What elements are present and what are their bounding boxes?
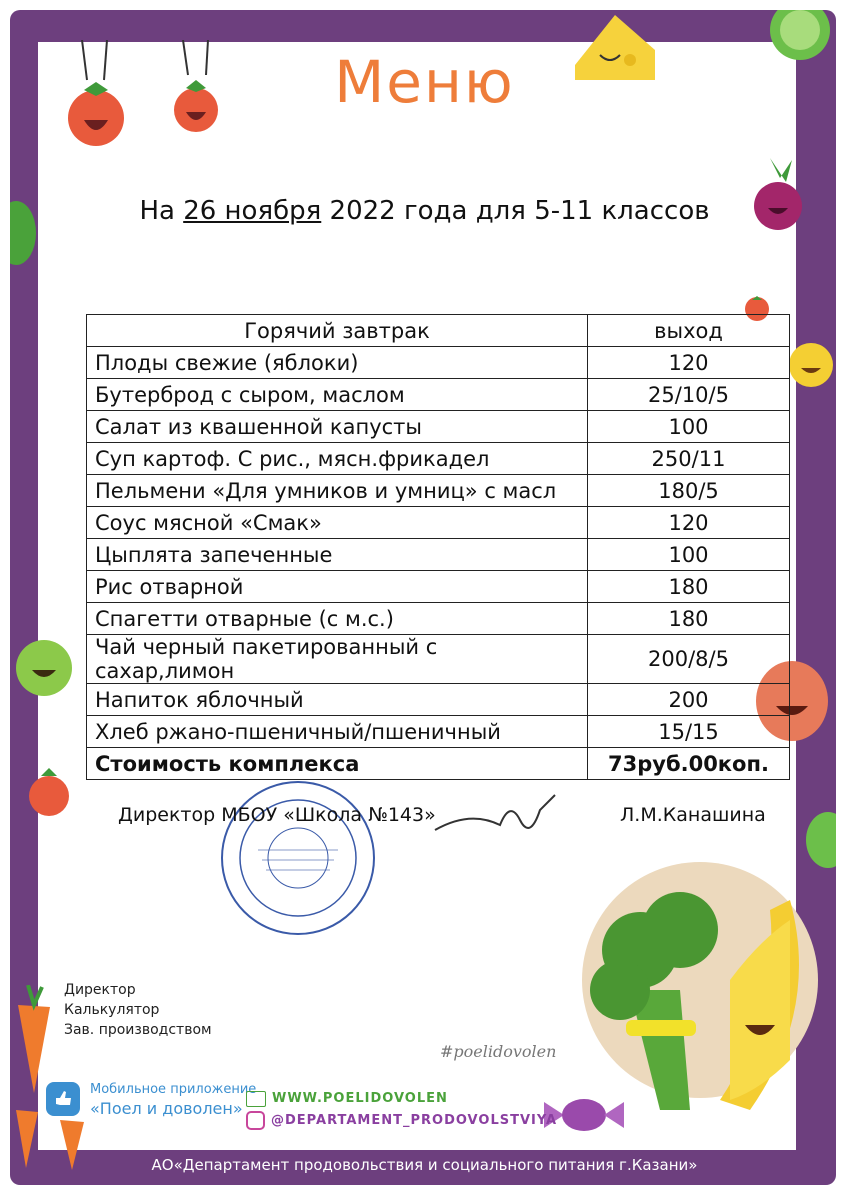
website-link[interactable]: WWW.POELIDOVOLEN <box>246 1088 557 1110</box>
table-row <box>87 603 790 635</box>
total-value: 73руб.00коп. <box>588 748 790 780</box>
carrot-character-icon <box>10 985 56 1095</box>
dish-value: 200 <box>588 684 790 716</box>
menu-table <box>86 314 790 780</box>
table-row <box>87 443 790 475</box>
bottom-organization: АО«Департамент продовольствия и социального питания г.Казани» <box>151 1156 698 1174</box>
footer-signatures <box>64 980 212 1040</box>
dish-value: 100 <box>588 411 790 443</box>
table-row <box>87 507 790 539</box>
header-name: Горячий завтрак <box>87 315 588 347</box>
hashtag: #poelidovolen <box>440 1042 557 1061</box>
table-row <box>87 379 790 411</box>
menu-title: Меню <box>334 48 515 116</box>
table-row <box>87 684 790 716</box>
dish-value: 180 <box>588 603 790 635</box>
web-icon <box>246 1091 266 1107</box>
dish-name: Спагетти отварные (с м.с.) <box>87 603 588 635</box>
subtitle-suffix: 2022 года для 5-11 классов <box>321 196 710 226</box>
director-name: Л.М.Канашина <box>620 804 766 826</box>
dish-name: Хлеб ржано-пшеничный/пшеничный <box>87 716 588 748</box>
dish-value: 180 <box>588 571 790 603</box>
dish-value: 120 <box>588 507 790 539</box>
contact-links <box>246 1088 557 1132</box>
director-position: Директор МБОУ «Школа №143» <box>118 804 436 826</box>
dish-name: Напиток яблочный <box>87 684 588 716</box>
dish-value: 25/10/5 <box>588 379 790 411</box>
instagram-icon <box>246 1111 265 1130</box>
dish-value: 250/11 <box>588 443 790 475</box>
tomato-character-icon <box>24 762 74 820</box>
dish-name: Рис отварной <box>87 571 588 603</box>
table-row <box>87 539 790 571</box>
header-value: выход <box>588 315 790 347</box>
dish-value: 120 <box>588 347 790 379</box>
dish-value: 100 <box>588 539 790 571</box>
dish-name: Салат из квашенной капусты <box>87 411 588 443</box>
total-row <box>87 748 790 780</box>
footer-signature-line: Зав. производством <box>64 1022 212 1038</box>
instagram-link[interactable]: @DEPARTAMENT_PRODOVOLSTVIYA <box>246 1110 557 1132</box>
app-label: Мобильное приложение <box>90 1082 257 1097</box>
dish-name: Пельмени «Для умников и умниц» с масл <box>87 475 588 507</box>
table-row <box>87 571 790 603</box>
broccoli-banana-characters-icon <box>560 860 820 1128</box>
menu-subtitle <box>0 196 849 226</box>
dish-name: Цыплята запеченные <box>87 539 588 571</box>
total-label: Стоимость комплекса <box>87 748 588 780</box>
footer-signature-line: Директор <box>64 982 136 998</box>
table-row <box>87 475 790 507</box>
table-header-row <box>87 315 790 347</box>
table-row <box>87 347 790 379</box>
table-row <box>87 716 790 748</box>
dish-name: Плоды свежие (яблоки) <box>87 347 588 379</box>
school-stamp <box>218 778 378 938</box>
dish-value: 180/5 <box>588 475 790 507</box>
lemon-character-icon <box>786 340 836 390</box>
dish-name: Соус мясной «Смак» <box>87 507 588 539</box>
handwritten-signature <box>430 790 570 850</box>
footer-signature-line: Калькулятор <box>64 1002 160 1018</box>
dish-value: 200/8/5 <box>588 635 790 684</box>
subtitle-date: 26 ноября <box>183 196 322 226</box>
dish-value: 15/15 <box>588 716 790 748</box>
app-name: «Поел и доволен» <box>90 1099 243 1118</box>
table-row <box>87 411 790 443</box>
subtitle-prefix: На <box>139 196 184 226</box>
app-icon <box>46 1082 80 1116</box>
dish-name: Чай черный пакетированный с сахар,лимон <box>87 635 588 684</box>
dish-name: Суп картоф. С рис., мясн.фрикадел <box>87 443 588 475</box>
dish-name: Бутерброд с сыром, маслом <box>87 379 588 411</box>
table-row <box>87 635 790 684</box>
apple-character-icon <box>10 628 72 698</box>
